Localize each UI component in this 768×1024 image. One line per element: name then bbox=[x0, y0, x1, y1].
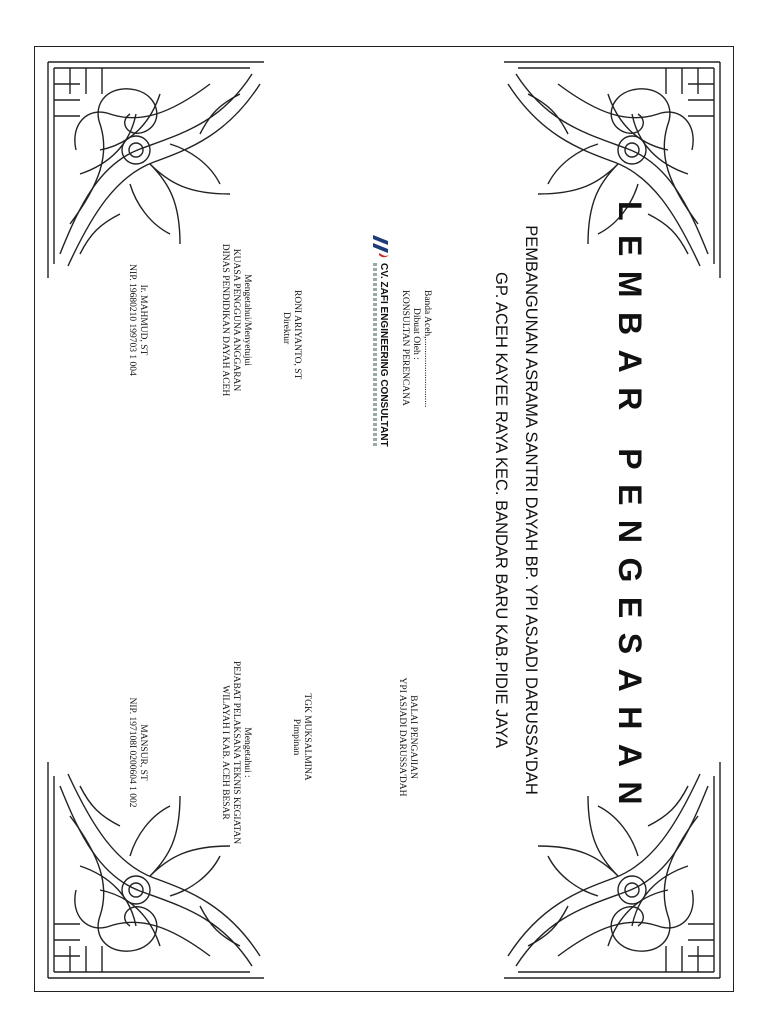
balai-signer-title: Pimpinan bbox=[291, 718, 301, 756]
project-name: PEMBANGUNAN ASRAMA SANTRI DAYAH BP. YPI ASJADI DARUSSA'DAH bbox=[522, 225, 540, 795]
consultant-made-by: Dibuat Oleh : bbox=[411, 308, 421, 360]
page-title: LEMBAR PENGESAHAN bbox=[612, 200, 648, 820]
approver-right-signer-name: MANSUR, ST bbox=[138, 724, 148, 781]
balai-signer-name: TGK MUKSALMINA bbox=[302, 693, 312, 781]
balai-name: BALAI PENGAJIAN bbox=[408, 695, 418, 779]
approver-right-position: PEJABAT PELAKSANA TEKNIS KEGIATAN bbox=[231, 660, 241, 845]
approver-left-office: DINAS PENDIDIKAN DAYAH ACEH bbox=[220, 243, 230, 397]
consultant-logo-subline bbox=[373, 263, 377, 448]
project-location: GP. ACEH KAYEE RAYA KEC. BANDAR BARU KAB.PIDIE JAYA bbox=[492, 272, 510, 748]
approver-left-signer-name: Ir. MAHMUD, ST bbox=[138, 284, 148, 356]
approver-left-nip: NIP. 19680210 199703 1 004 bbox=[127, 264, 137, 376]
approver-right-heading: Mengetahui : bbox=[242, 727, 252, 778]
approver-right-office: WILAYAH I KAB. ACEH BESAR bbox=[220, 685, 230, 820]
consultant-role: KONSULTAN PERENCANA bbox=[400, 290, 410, 406]
consultant-place-date: Banda Aceh,............................. bbox=[422, 290, 432, 408]
approver-left-position: KUASA PENGGUNA ANGGARAN bbox=[231, 248, 241, 392]
consultant-logo bbox=[370, 233, 392, 448]
consultant-signer-name: RONI ARIYANTO, ST bbox=[292, 290, 302, 380]
approver-left-heading: Mengetahui/Menyetujui bbox=[242, 274, 252, 366]
approver-right-nip: NIP. 197108I 0200604 1 002 bbox=[127, 697, 137, 808]
consultant-logo-name: CV. ZAFI ENGINEERING CONSULTANT bbox=[378, 263, 389, 447]
consultant-signer-title: Direktur bbox=[281, 312, 291, 345]
consultant-logo-icon bbox=[371, 233, 391, 259]
balai-org: YPI ASJADI DARUSSA'DAH bbox=[397, 677, 407, 797]
